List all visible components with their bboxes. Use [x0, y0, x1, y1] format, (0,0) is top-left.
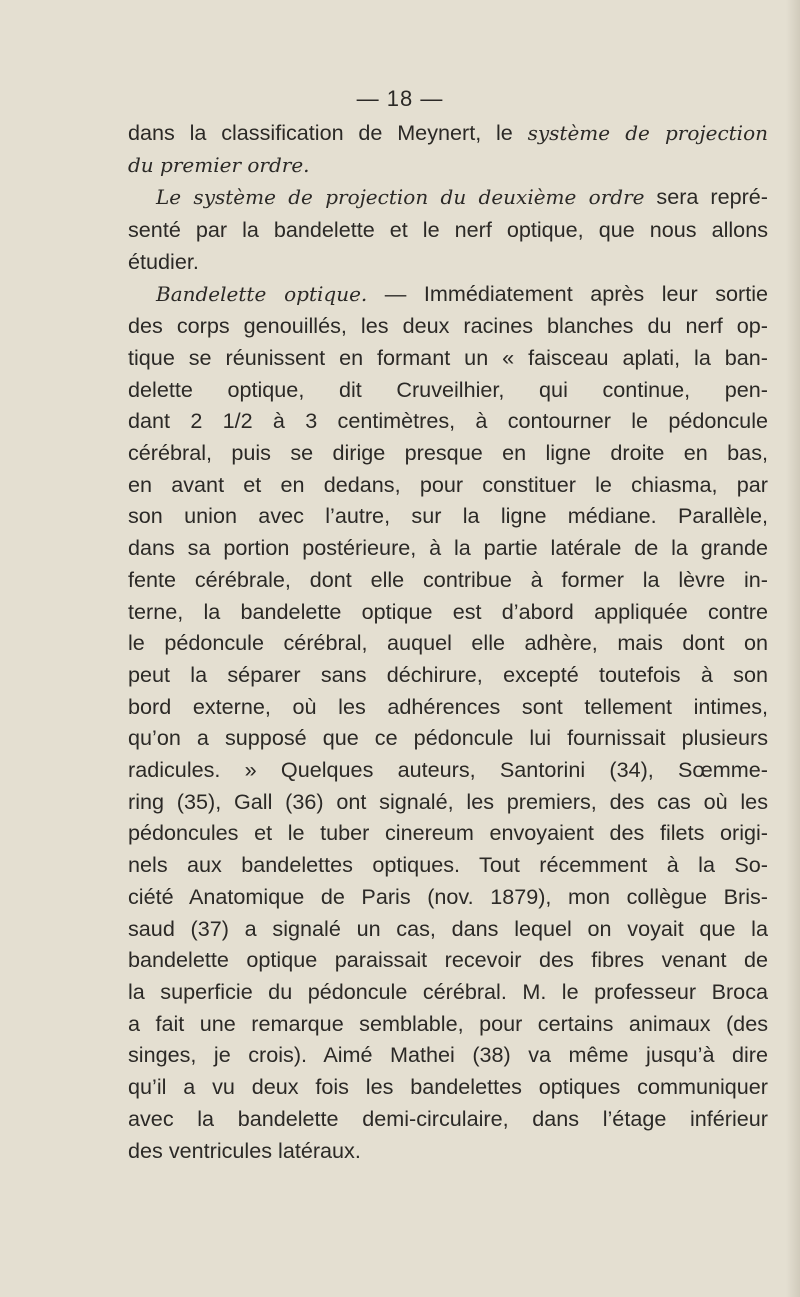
text-line: son union avec l’autre, sur la ligne médiane. Parallèle, — [128, 503, 768, 529]
text-line — [128, 278, 768, 311]
text-span: — Immédiatement après leur sortie — [367, 280, 769, 306]
text-line: senté par la bandelette et le nerf optique, que nous allons — [128, 217, 768, 243]
section-heading: Bandelette optique. — [156, 281, 368, 306]
text-line: fente cérébrale, dont elle contribue à former la lèvre in- — [128, 566, 768, 592]
text-line: ring (35), Gall (36) ont signalé, les premiers, des cas où les — [128, 788, 768, 814]
text-line: bandelette optique paraissait recevoir des fibres venant de — [128, 947, 768, 973]
text-line: cérébral, puis se dirige presque en ligne droite en bas, — [128, 440, 768, 466]
page-edge-shadow — [786, 0, 800, 1297]
text-line: pédoncules et le tuber cinereum envoyaient des filets origi- — [128, 820, 768, 846]
text-line: saud (37) a signalé un cas, dans lequel on voyait que la — [128, 915, 768, 941]
italic-term: Le système de projection du deuxième ordre — [156, 185, 645, 210]
text-span: sera repré- — [644, 184, 768, 210]
text-line — [128, 117, 768, 150]
text-line: avec la bandelette demi-circulaire, dans l’étage inférieur — [128, 1105, 768, 1131]
text-line: peut la séparer sans déchirure, excepté toutefois à son — [128, 661, 768, 687]
text-line: a fait une remarque semblable, pour certains animaux (des — [128, 1010, 768, 1036]
text-line: des ventricules latéraux. — [128, 1137, 361, 1163]
text-line: dant 2 1/2 à 3 centimètres, à contourner le pédoncule — [128, 408, 768, 434]
text-line: delette optique, dit Cruveilhier, qui continue, pen- — [128, 376, 768, 402]
text-line: qu’il a vu deux fois les bandelettes optiques communiquer — [128, 1074, 768, 1100]
text-line: terne, la bandelette optique est d’abord appliquée contre — [128, 598, 768, 624]
text-line: bord externe, où les adhérences sont tellement intimes, — [128, 693, 768, 719]
text-span: dans la classification de Meynert, le — [128, 120, 528, 145]
text-line: la superficie du pédoncule cérébral. M. le professeur Broca — [128, 978, 768, 1004]
text-line: radicules. » Quelques auteurs, Santorini (34), Sœmme- — [128, 757, 768, 783]
text-line: ciété Anatomique de Paris (nov. 1879), mon collègue Bris- — [128, 883, 768, 909]
text-line: dans sa portion postérieure, à la partie latérale de la grande — [128, 535, 768, 561]
text-line — [128, 181, 768, 214]
text-line: le pédoncule cérébral, auquel elle adhère, mais dont on — [128, 630, 768, 656]
body-text — [128, 117, 768, 1166]
page-number: — 18 — — [356, 86, 444, 111]
text-line: des corps genouillés, les deux racines blanches du nerf op- — [128, 313, 768, 339]
text-line: qu’on a supposé que ce pédoncule lui fournissait plusieurs — [128, 725, 768, 751]
text-line: tique se réunissent en formant un « faisceau aplati, la ban- — [128, 344, 768, 370]
italic-term: système de projection — [527, 121, 768, 145]
text-line: étudier. — [128, 248, 199, 274]
text-line: singes, je crois). Aimé Mathei (38) va même jusqu’à dire — [128, 1042, 768, 1068]
text-line: nels aux bandelettes optiques. Tout récemment à la So- — [128, 852, 768, 878]
text-line: en avant et en dedans, pour constituer le chiasma, par — [128, 471, 768, 497]
italic-line: du premier ordre. — [128, 152, 310, 177]
